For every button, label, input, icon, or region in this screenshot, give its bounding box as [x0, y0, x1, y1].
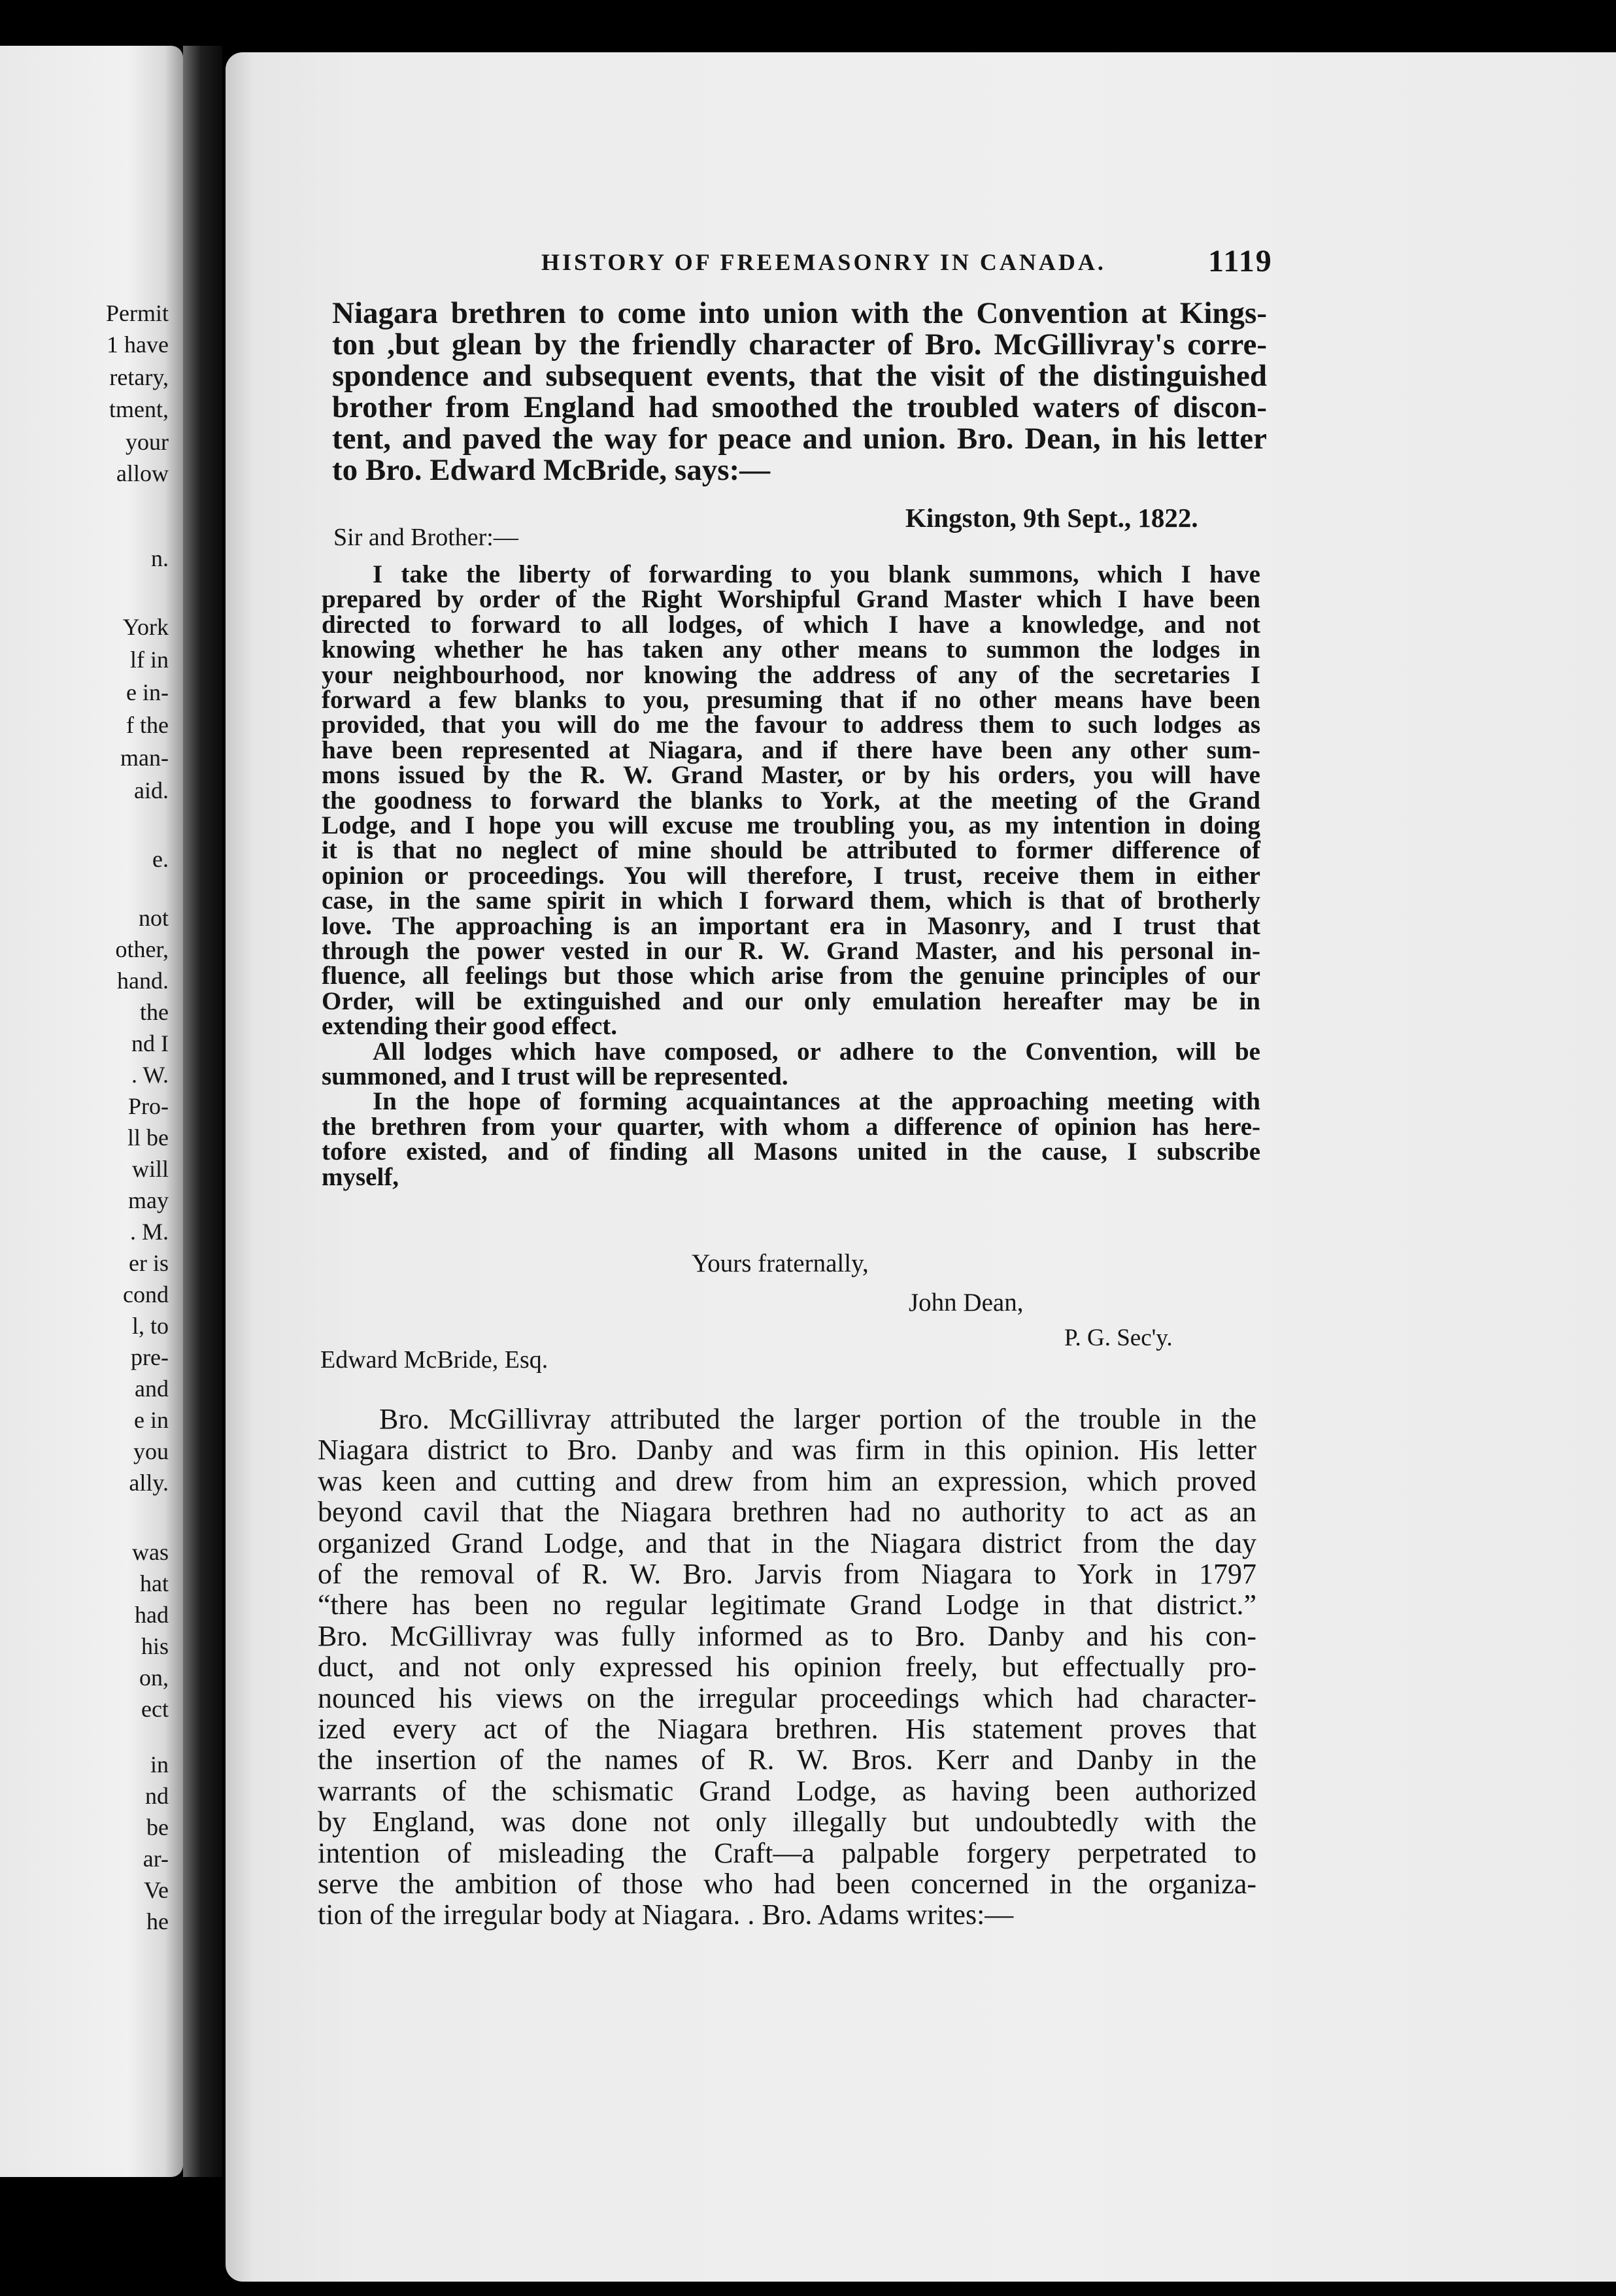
letter-line: your neighbourhood, nor knowing the address of any of the secretaries I [322, 660, 1260, 689]
facing-page-fragment: cond [123, 1281, 169, 1308]
letter-line: knowing whether he has taken any other means to summon the lodges in [322, 635, 1260, 664]
body-line: beyond cavil that the Niagara brethren had no authority to act as an [318, 1496, 1256, 1528]
facing-page-fragment: and [135, 1376, 169, 1402]
letter-line: the brethren from your quarter, with whom a difference of opinion has here- [322, 1112, 1260, 1141]
intro-line: spondence and subsequent events, that the visit of the distinguished [332, 359, 1267, 393]
facing-page-fragment: l, to [131, 1313, 169, 1339]
letter-line: In the hope of forming acquaintances at the approaching meeting with [373, 1087, 1260, 1116]
page-number: 1119 [1208, 244, 1273, 279]
letter-line: opinion or proceedings. You will therefore, I trust, receive them in either [322, 861, 1260, 890]
facing-page-fragment: hand. [117, 968, 169, 994]
letter-line: I take the liberty of forwarding to you blank summons, which I have [373, 560, 1260, 588]
intro-line: Niagara brethren to come into union with the Convention at Kings- [332, 296, 1267, 330]
facing-page-fragment: 1 have [107, 331, 169, 358]
letter-line: case, in the same spirit in which I forward them, which is that of brotherly [322, 886, 1260, 915]
letter-line: the goodness to forward the blanks to York, at the meeting of the Grand [322, 786, 1260, 815]
letter-line: it is that no neglect of mine should be attributed to former difference of [322, 836, 1260, 865]
facing-page-fragment: . M. [129, 1219, 169, 1245]
body-line: was keen and cutting and drew from him an expression, which proved [318, 1464, 1256, 1497]
body-line: warrants of the schismatic Grand Lodge, as having been authorized [318, 1774, 1256, 1807]
letter-line: fluence, all feelings but those which arise from the genuine principles of our [322, 962, 1260, 990]
letter-line: tofore existed, and of finding all Masons united in the cause, I subscribe [322, 1138, 1260, 1166]
letter-line: summoned, and I trust will be represented. [322, 1062, 788, 1090]
body-line: intention of misleading the Craft—a palpable forgery perpetrated to [318, 1836, 1256, 1869]
facing-page-fragment: other, [115, 936, 169, 962]
facing-page-fragment: was [132, 1539, 169, 1565]
facing-page-fragment: nd [145, 1783, 169, 1809]
letter-line: through the power vested in our R. W. Grand Master, and his personal in- [322, 937, 1260, 965]
facing-page-fragment: ect [141, 1696, 169, 1722]
intro-line: brother from England had smoothed the troubled waters of discon- [332, 390, 1267, 424]
facing-page-fragment: the [140, 999, 169, 1025]
body-line: Bro. McGillivray attributed the larger portion of the trouble in the [379, 1403, 1256, 1435]
running-head: HISTORY OF FREEMASONRY IN CANADA. [541, 249, 1106, 275]
facing-page-fragment: ll be [127, 1124, 169, 1151]
facing-page-fragment: n. [151, 545, 169, 571]
facing-page-fragment: hat [140, 1570, 169, 1596]
letter-place-date: Kingston, 9th Sept., 1822. [905, 503, 1198, 533]
facing-page-fragment: Permit [106, 300, 169, 326]
facing-page-fragment: on, [139, 1664, 169, 1691]
facing-page-edge [0, 46, 183, 2177]
facing-page-fragment: nd I [131, 1030, 169, 1056]
letter-line: provided, that you will do me the favour to address them to such lodges as [322, 711, 1260, 739]
body-line: duct, and not only expressed his opinion freely, but effectually pro- [318, 1651, 1256, 1683]
facing-page-fragment: man- [120, 745, 169, 771]
letter-addressee: Edward McBride, Esq. [320, 1346, 548, 1374]
intro-line: tent, and paved the way for peace and union. Bro. Dean, in his letter [332, 422, 1267, 456]
letter-line: Order, will be extinguished and our only emulation hereafter may be in [322, 987, 1260, 1015]
letter-line: have been represented at Niagara, and if there have been any other sum- [322, 735, 1260, 764]
facing-page-fragment: Ve [144, 1877, 169, 1903]
intro-line: to Bro. Edward McBride, says:— [332, 453, 771, 487]
body-line: organized Grand Lodge, and that in the Niagara district from the day [318, 1527, 1256, 1559]
facing-page-fragment: may [128, 1187, 169, 1213]
facing-page-fragment: tment, [109, 396, 169, 422]
intro-line: ton ,but glean by the friendly character of Bro. McGillivray's corre- [332, 328, 1267, 362]
facing-page-fragment: . W. [131, 1062, 169, 1088]
letter-line: love. The approaching is an important era in Masonry, and I trust that [322, 911, 1260, 940]
facing-page-fragment: his [141, 1633, 169, 1659]
letter-line: forward a few blanks to you, presuming that if no other means have been [322, 686, 1260, 714]
book-gutter [183, 46, 222, 2177]
body-line: serve the ambition of those who had been concerned in the organiza- [318, 1868, 1256, 1900]
facing-page-fragment: f the [126, 712, 169, 738]
facing-page-fragment: had [135, 1602, 169, 1628]
letter-line: prepared by order of the Right Worshipful Grand Master which I have been [322, 585, 1260, 614]
facing-page-fragment: e. [152, 846, 169, 872]
facing-page-fragment: lf in [130, 647, 169, 673]
facing-page-fragment: aid. [134, 777, 169, 803]
facing-page-fragment: York [122, 614, 169, 640]
body-line: of the removal of R. W. Bro. Jarvis from Niagara to York in 1797 [318, 1558, 1256, 1590]
letter-line: All lodges which have composed, or adhere to the Convention, will be [373, 1037, 1260, 1066]
body-line: by England, was done not only illegally but undoubtedly with the [318, 1806, 1256, 1838]
body-line: tion of the irregular body at Niagara. . Bro. Adams writes:— [318, 1899, 1014, 1931]
letter-salutation: Sir and Brother:— [333, 524, 518, 551]
letter-signature-name: John Dean, [909, 1289, 1024, 1317]
facing-page-fragment: er is [129, 1250, 169, 1276]
facing-page-fragment: e in [134, 1407, 169, 1433]
letter-line: myself, [322, 1162, 399, 1191]
facing-page-fragment: your [126, 429, 169, 455]
letter-line: mons issued by the R. W. Grand Master, or by his orders, you will have [322, 761, 1260, 790]
facing-page-fragment: will [131, 1156, 169, 1182]
letter-line: extending their good effect. [322, 1012, 618, 1041]
letter-closing: Yours fraternally, [692, 1249, 869, 1277]
facing-page-fragment: ally. [129, 1470, 169, 1496]
letter-signature-title: P. G. Sec'y. [1064, 1325, 1173, 1351]
facing-page-fragment: retary, [109, 364, 169, 390]
facing-page-fragment: allow [116, 460, 169, 486]
letter-line: Lodge, and I hope you will excuse me troubling you, as my intention in doing [322, 811, 1260, 839]
letter-line: directed to forward to all lodges, of which I have a knowledge, and not [322, 610, 1260, 639]
body-line: Niagara district to Bro. Danby and was firm in this opinion. His letter [318, 1434, 1256, 1466]
facing-page-fragment: be [146, 1814, 169, 1840]
body-line: the insertion of the names of R. W. Bros. Kerr and Danby in the [318, 1744, 1256, 1776]
facing-page-fragment: ar- [143, 1846, 169, 1872]
body-line: ized every act of the Niagara brethren. His statement proves that [318, 1713, 1256, 1745]
facing-page-fragment: in [150, 1751, 169, 1778]
body-line: “there has been no regular legitimate Grand Lodge in that district.” [318, 1589, 1256, 1621]
facing-page-fragment: he [146, 1908, 169, 1934]
facing-page-fragment: Pro- [128, 1093, 169, 1119]
facing-page-fragment: pre- [131, 1344, 169, 1370]
facing-page-fragment: e in- [126, 679, 169, 705]
body-line: nounced his views on the irregular proceedings which had character- [318, 1681, 1256, 1714]
facing-page-fragment: you [133, 1438, 169, 1464]
facing-page-fragment: not [138, 905, 169, 931]
body-line: Bro. McGillivray was fully informed as to Bro. Danby and his con- [318, 1619, 1256, 1652]
